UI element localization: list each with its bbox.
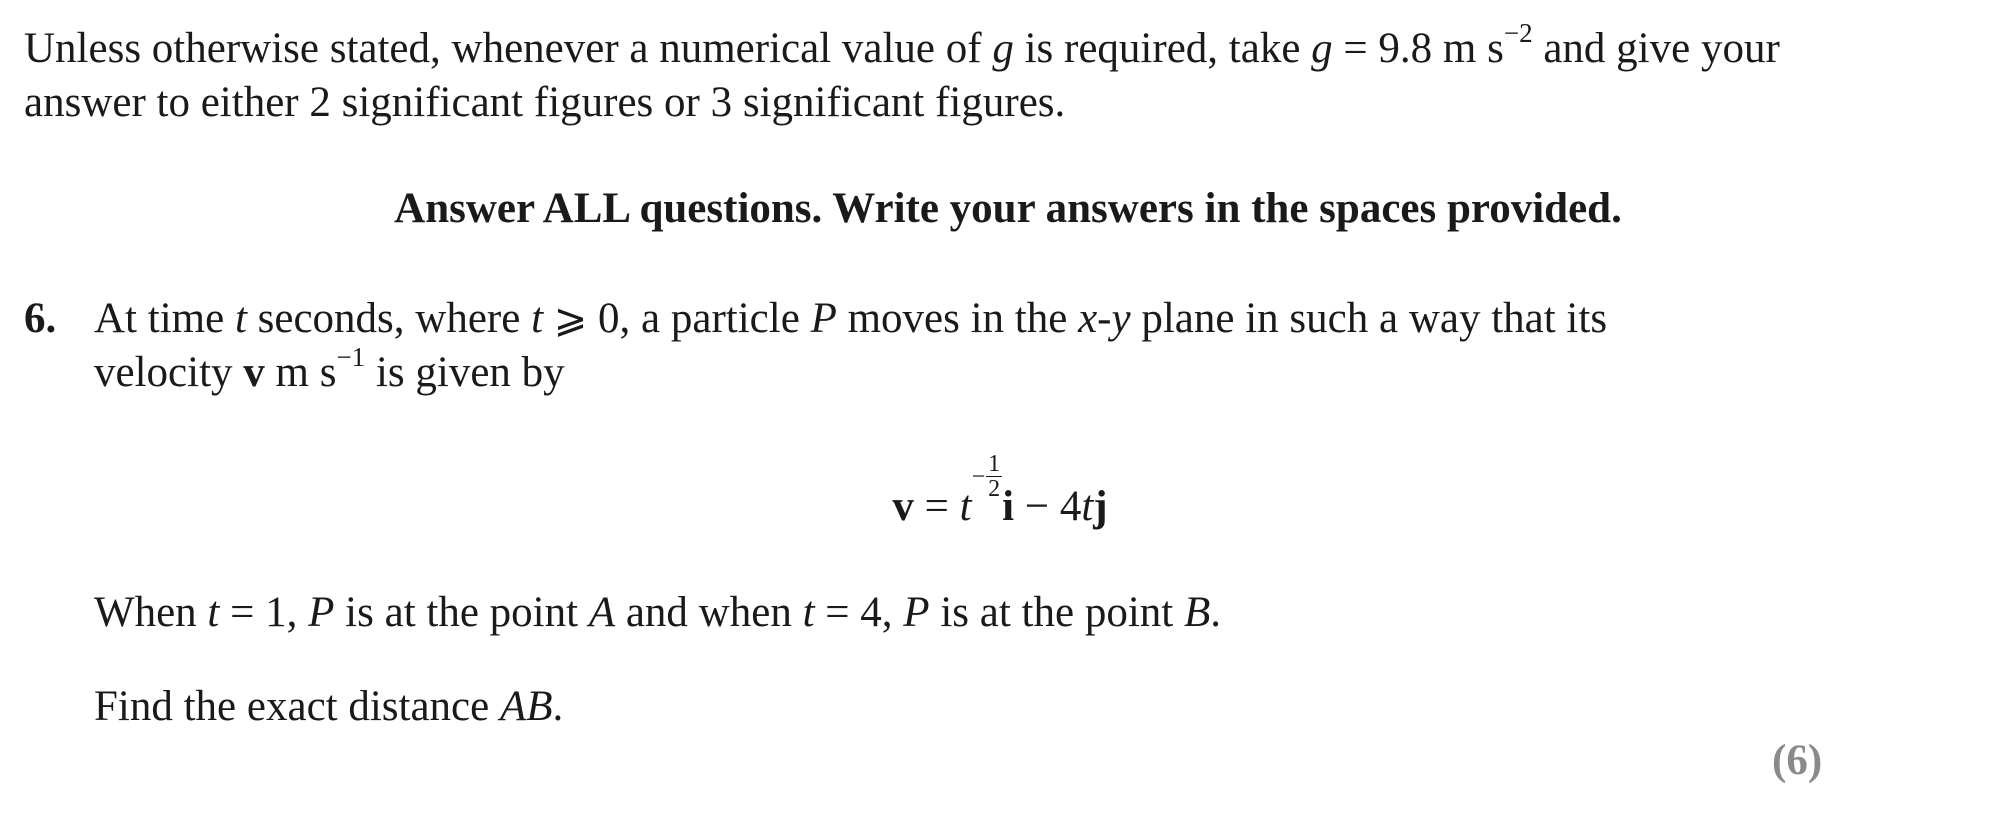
- velocity-formula: v = t− $\frac{1}{2}$ i − 4tj: [892, 451, 1108, 530]
- position-conditions: When t = 1, P is at the point A and when t = 4, P is at the point B.: [94, 589, 1221, 636]
- question-stem: [94, 292, 1607, 400]
- unit-vector-i: i: [1002, 483, 1015, 530]
- exponent-fraction: $\frac{1}{2}$: [988, 451, 1001, 502]
- question-line-1: At time t seconds, where t ⩾ 0, a particle P moves in the x-y plane in such a way that its: [94, 292, 1607, 346]
- question-number: 6.: [24, 295, 57, 342]
- velocity-vector: v: [243, 349, 265, 396]
- unit-vector-j: j: [1093, 483, 1108, 530]
- g-symbol: g: [992, 25, 1014, 72]
- marks-badge: (6): [1772, 737, 1823, 784]
- exponent: −2: [1503, 18, 1533, 48]
- question-task: Find the exact distance AB.: [94, 683, 564, 730]
- question-line-2: velocity v m $s^{-1}$ is given by: [94, 342, 565, 396]
- section-heading: Answer ALL questions. Write your answers in the spaces provided.: [394, 185, 1622, 232]
- instructions-line-1: Unless otherwise stated, whenever a numerical value of g is required, take g = 9.8 m $s^{-2}$ and give your: [24, 18, 1780, 72]
- instructions-line-2: answer to either 2 significant figures or 3 significant figures.: [24, 79, 1066, 126]
- greater-equal-symbol: ⩾: [553, 296, 588, 341]
- general-instructions: [24, 18, 1780, 130]
- g-symbol: g: [1311, 25, 1333, 72]
